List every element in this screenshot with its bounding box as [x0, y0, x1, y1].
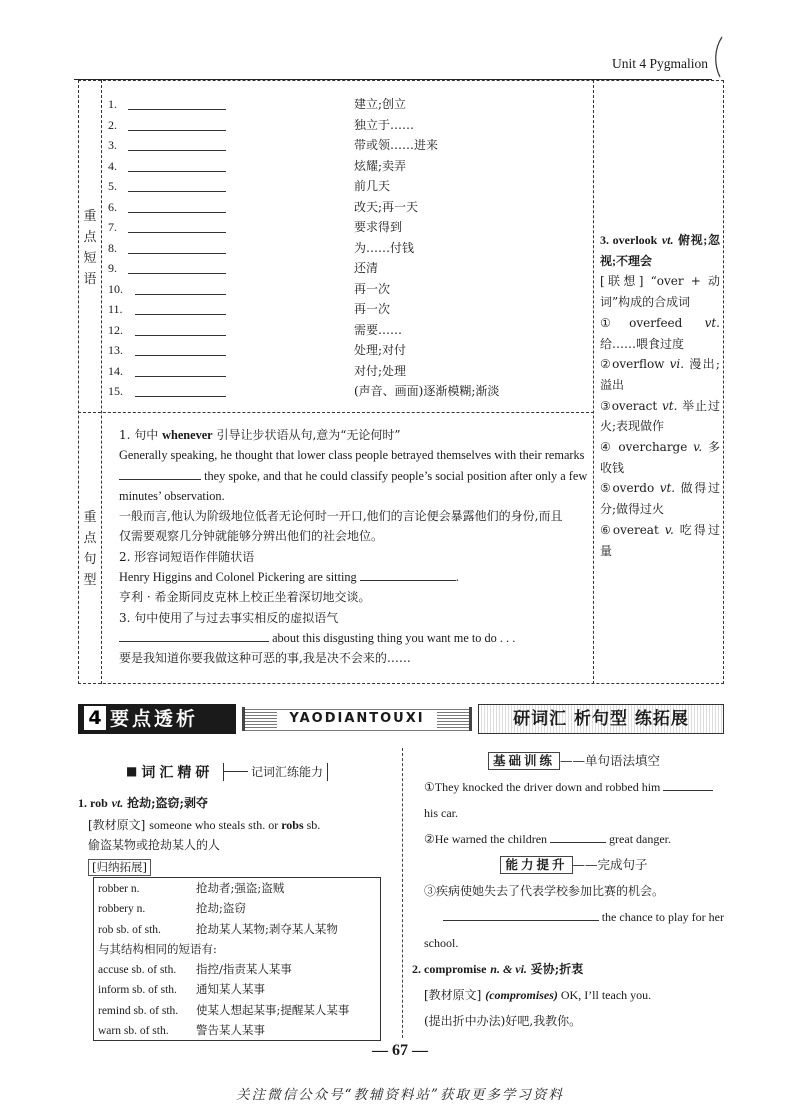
sentence-1-chinese: 一般而言,他认为阶级地位低者无论何时一开口,他们的言论便会暴露他们的身份,而且 仅需要观察几分钟就能够分辨出他们的社会地位。 [119, 509, 563, 544]
banner-pinyin: YAODIANTOUXI [242, 707, 472, 731]
answer-blank[interactable] [443, 909, 599, 921]
sentence-3-english: about this disgusting thing you want me to do . . . [119, 628, 591, 648]
compound-item: ⑤overdo vt. 做得过分;做得过火 [600, 481, 720, 517]
footer-note: 关注微信公众号“教辅资料站”获取更多学习资料 [236, 1087, 564, 1103]
answer-blank[interactable] [663, 779, 713, 791]
sentence-2-heading: 2. 形容词短语作伴随状语 [119, 549, 255, 564]
ability-heading: 能力提升 ——完成句子 [424, 852, 724, 878]
exercise-2: ②He warned the children great danger. [424, 832, 672, 846]
vocab-subtitle: 记词汇练能力 [223, 763, 328, 781]
exercise-3-english: the chance to play for her [424, 904, 724, 930]
sentence-3-heading: 3. 句中使用了与过去事实相反的虚拟语气 [119, 610, 339, 625]
bookmark-icon: ■ [126, 764, 142, 778]
phrase-row: 15. (声音、画面)逐渐模糊;渐淡 [108, 384, 500, 398]
compromise-entry: 2. compromise n. & vi. 妥协;折衷 [412, 962, 584, 976]
overlook-entry: 3. overlook vt. 俯视;忽视;不理会 [600, 233, 720, 268]
answer-blank[interactable] [128, 109, 226, 110]
exercise-3-chinese: ③疾病使她失去了代表学校参加比赛的机会。 [424, 884, 665, 898]
running-head [0, 0, 800, 80]
table-row: robber n. 抢劫者;强盗;盗贼 [98, 881, 285, 895]
summary-tag: [归纳拓展] [78, 857, 393, 877]
answer-blank[interactable] [360, 569, 456, 581]
exercise-1-cont: his car. [424, 806, 458, 820]
banner-subtitle: 研词汇 析句型 练拓展 [478, 704, 724, 734]
sentence-1-heading: 1. 句中 whenever 引导让步状语从句,意为“无论何时” [119, 428, 401, 442]
answer-blank[interactable] [135, 294, 226, 295]
key-sentences [119, 425, 591, 669]
vocab-title: ■词汇精研 [126, 764, 214, 781]
rob-entry: 1. rob vt. 抢劫;盗窃;剥夺 [78, 796, 208, 810]
phrases-label: 重 点 短 语 [83, 209, 97, 287]
phrase-row: 1. 建立;创立 [108, 97, 407, 111]
answer-blank[interactable] [119, 468, 201, 480]
phrase-row: 11. 再一次 [108, 302, 391, 316]
section-banner [78, 704, 724, 734]
table-row: inform sb. of sth. 通知某人某事 [98, 982, 265, 997]
answer-blank[interactable] [128, 273, 226, 274]
banner-title: 4 要点透析 [78, 704, 236, 734]
sentences-label: 重 点 句 型 [83, 510, 97, 588]
compound-item: ②overflow vi. 漫出;溢出 [600, 357, 720, 392]
phrase-row: 10. 再一次 [108, 281, 391, 296]
unit-title: Unit 4 Pygmalion [611, 56, 708, 71]
compound-item: ⑥overeat v. 吃得过量 [600, 522, 720, 558]
answer-blank[interactable] [128, 130, 226, 131]
compromise-translation: (提出折中办法)好吧,我教你。 [424, 1014, 582, 1028]
exercise-1: ①They knocked the driver down and robbed him [424, 774, 724, 800]
sentence-2-english: Henry Higgins and Colonel Pickering are sitting . [119, 570, 459, 585]
compound-item: ③overact vt. 举止过火;表现做作 [600, 398, 720, 434]
table-row: robbery n. 抢劫;盗窃 [98, 901, 246, 916]
phrase-row: 7. 要求得到 [108, 220, 403, 234]
answer-blank[interactable] [128, 212, 226, 213]
rob-original: [教材原文] someone who steals sth. or robs sb. [88, 818, 321, 832]
answer-blank[interactable] [135, 355, 226, 356]
phrase-row: 6. 改天;再一天 [108, 199, 419, 214]
compound-item: ④ overcharge v. 多收钱 [600, 440, 720, 475]
answer-blank[interactable] [128, 232, 226, 233]
answer-blank[interactable] [135, 396, 226, 397]
answer-blank[interactable] [128, 171, 226, 172]
section-divider [78, 412, 594, 413]
table-row: 与其结构相同的短语有: [98, 941, 217, 956]
vocab-column [78, 793, 393, 877]
sentence-2-chinese: 亨利 · 希金斯同皮克林上校正坐着深切地交谈。 [119, 590, 371, 605]
association-note: [联想] “over + 动词”构成的合成词 [600, 274, 720, 310]
exercise-3-end: school. [424, 936, 459, 950]
phrase-row: 9. 还清 [108, 261, 379, 275]
phrase-row: 8. 为……付钱 [108, 240, 415, 255]
rob-original-translation: 偷盗某物或抢劫某人的人 [88, 838, 221, 852]
answer-blank[interactable] [135, 335, 226, 336]
side-note-overlook [600, 230, 720, 561]
page-number: — 67 — [372, 1042, 428, 1059]
exercise-column [412, 748, 724, 1034]
sentence-3-chinese: 要是我知道你要我做这种可恶的事,我是决不会来的…… [119, 651, 411, 666]
answer-blank[interactable] [128, 150, 226, 151]
sentence-1-english: Generally speaking, he thought that lower class people betrayed themselves with their remarks they spoke, and that he could classify people’s social position after only a few minutes’ observation. [119, 448, 588, 503]
column-divider [402, 748, 403, 1038]
table-row: rob sb. of sth. 抢劫某人某物;剥夺某人某物 [98, 921, 338, 936]
answer-blank[interactable] [128, 253, 226, 254]
answer-blank[interactable] [128, 191, 226, 192]
answer-blank[interactable] [550, 831, 606, 843]
basic-training-heading: 基础训练 ——单句语法填空 [424, 748, 724, 774]
side-column-divider [593, 80, 594, 684]
answer-blank[interactable] [135, 314, 226, 315]
derivation-table [93, 877, 381, 1041]
phrase-row: 13. 处理;对付 [108, 343, 407, 357]
label-column-divider [101, 80, 102, 684]
compromise-original: [教材原文] (compromises) OK, I’ll teach you. [424, 988, 652, 1002]
table-row: accuse sb. of sth. 指控/指责某人某事 [98, 962, 292, 977]
answer-blank[interactable] [135, 376, 226, 377]
compound-item: ①overfeed vt. 给……喂食过度 [600, 315, 720, 351]
table-row: remind sb. of sth. 使某人想起某事;提醒某人某事 [98, 1002, 350, 1017]
phrase-row: 12. 需要…… [108, 322, 403, 337]
page-curl-decoration [712, 35, 726, 79]
phrase-row: 4. 炫耀;卖弄 [108, 158, 407, 173]
table-row: warn sb. of sth. 警告某人某事 [98, 1023, 265, 1038]
phrase-row: 5. 前几天 [108, 179, 391, 193]
answer-blank[interactable] [119, 630, 269, 642]
phrase-row: 14. 对付;处理 [108, 363, 407, 378]
phrase-row: 2. 独立于…… [108, 117, 415, 132]
phrase-row: 3. 带或领……进来 [108, 138, 439, 152]
